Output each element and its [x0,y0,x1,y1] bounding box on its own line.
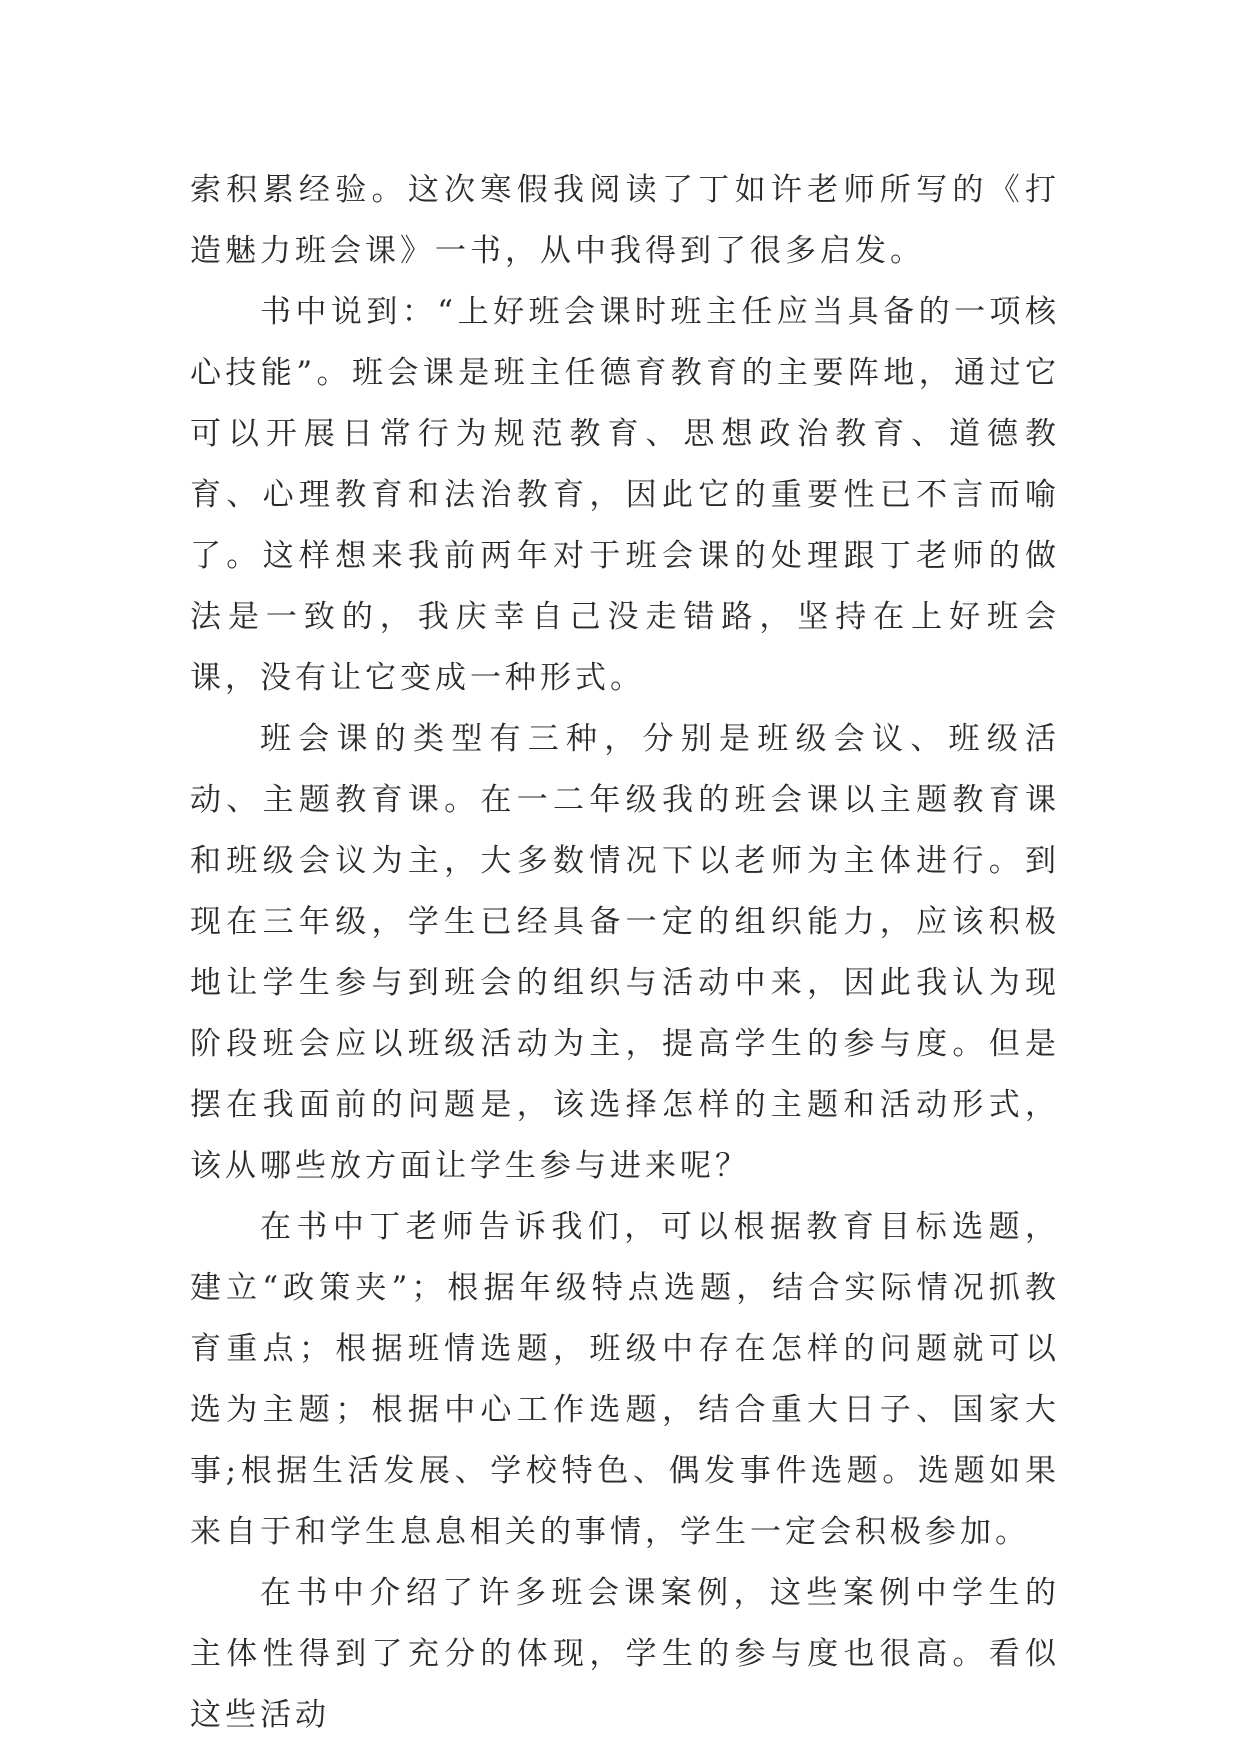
paragraph-5: 在书中介绍了许多班会课案例，这些案例中学生的主体性得到了充分的体现，学生的参与度也很高。看似这些活动 [190,1575,1060,1733]
paragraph-2: 书中说到：“上好班会课时班主任应当具备的一项核心技能”。班会课是班主任德育教育的主要阵地，通过它可以开展日常行为规范教育、思想政治教育、道德教育、心理教育和法治教育，因此它的重要性已不言而喻了。这样想来我前两年对于班会课的处理跟丁老师的做法是一致的，我庆幸自己没走错路，坚持在上好班会课，没有让它变成一种形式。 [190,294,1060,696]
document-body [190,160,1060,1746]
paragraph-1: 索积累经验。这次寒假我阅读了丁如许老师所写的《打造魅力班会课》一书，从中我得到了很多启发。 [190,172,1060,269]
paragraph-4: 在书中丁老师告诉我们，可以根据教育目标选题，建立“政策夹”；根据年级特点选题，结合实际情况抓教育重点；根据班情选题，班级中存在怎样的问题就可以选为主题；根据中心工作选题，结合重大日子、国家大事;根据生活发展、学校特色、偶发事件选题。选题如果来自于和学生息息相关的事情，学生一定会积极参加。 [190,1209,1060,1550]
paragraph-3: 班会课的类型有三种，分别是班级会议、班级活动、主题教育课。在一二年级我的班会课以主题教育课和班级会议为主，大多数情况下以老师为主体进行。到现在三年级，学生已经具备一定的组织能力，应该积极地让学生参与到班会的组织与活动中来，因此我认为现阶段班会应以班级活动为主，提高学生的参与度。但是摆在我面前的问题是，该选择怎样的主题和活动形式，该从哪些放方面让学生参与进来呢？ [190,721,1060,1184]
